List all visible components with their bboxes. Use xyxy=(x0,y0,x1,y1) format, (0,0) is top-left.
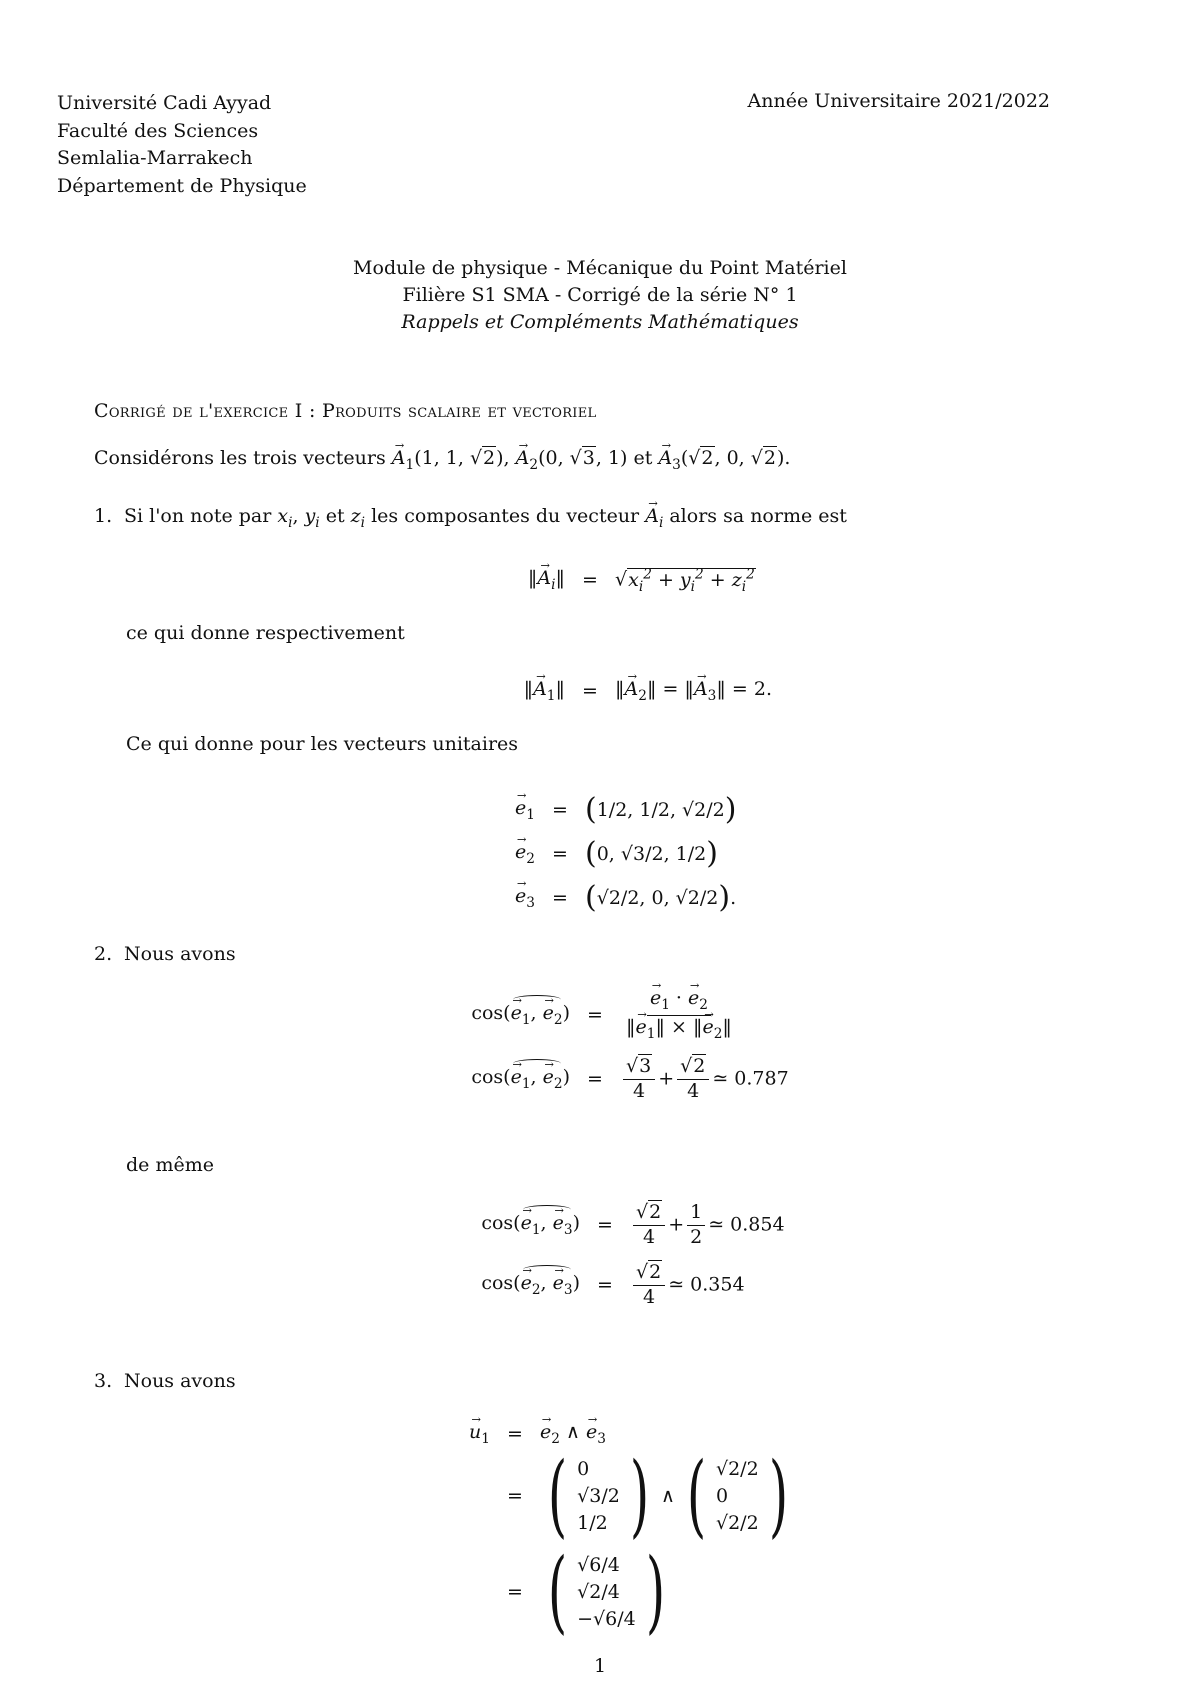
title-series: Filière S1 SMA - Corrigé de la série N° 1 xyxy=(402,284,798,306)
intro-text: Considérons les trois vecteurs xyxy=(94,447,386,469)
page-number: 1 xyxy=(593,1655,607,1677)
title-module: Module de physique - Mécanique du Point Matériel xyxy=(353,257,847,279)
matrix-e3: ( √2/2 0 √2/2 ) xyxy=(686,1443,788,1548)
vector-a3: → $A_3(√2$, 0, √2). xyxy=(658,447,790,469)
unit-vectors xyxy=(400,788,736,920)
cosine-e2-e3: $\cos(\to e_2$, → $e_3$) = $\frac{√2}{4}$ ≃ 0.354 xyxy=(400,1255,785,1315)
item-2-de-meme: de même xyxy=(126,1154,214,1176)
cosine-other-pairs xyxy=(400,1195,785,1315)
campus-name: Semlalia-Marrakech xyxy=(57,147,253,169)
item-1-unit-vectors-text: Ce qui donne pour les vecteurs unitaires xyxy=(126,733,519,755)
cosine-e1-e3: $\cos(\to e_1$, → $e_3$) = $\frac{√2}{4}$ + $\frac{1}{2}$ ≃ 0.854 xyxy=(400,1195,785,1255)
norm-values: ‖→ $A_1‖$ = ‖→ $A_2‖$ = ‖→ $A_3‖ = 2$. xyxy=(400,678,772,704)
university-name: Université Cadi Ayyad xyxy=(57,92,272,114)
unit-vector-e3: → $e_3$ = (√2/2, 0, √2/2). xyxy=(400,876,736,920)
norm-formula: ‖→ $A_i‖$ = $√x_i^2 + y_i^2 + z_i^2$ xyxy=(400,566,756,594)
department-name: Département de Physique xyxy=(57,174,307,197)
matrix-result: ( √6/4 √2/4 −√6/4 ) xyxy=(547,1539,665,1644)
item-1-line: 1. Si l'on note par $x_i$, $y_i$ et $z_i$ les composantes du vecteur → $A_i$ alors sa norme est xyxy=(94,505,847,531)
intro-line: Considérons les trois vecteurs → $A_1(1$, 1, √2), → $A_2(0$, √3, 1) et → $A_3(√2$, 0, √2). xyxy=(94,447,790,473)
unit-vector-e1: → $e_1$ = (1/2, 1/2, √2/2) xyxy=(400,788,736,832)
item-3-line: 3. Nous avons xyxy=(94,1370,236,1392)
item-2-line: 2. Nous avons xyxy=(94,943,236,965)
section-heading: Corrigé de l'exercice I : Produits scalaire et vectoriel xyxy=(94,400,597,422)
cross-product: → $u_1$ = → $e_2$ ∧ → $e_3$ = ( 0 √3/2 1/2 ) ∧ ( √2/2 0 √2/2 ) = ( √6/4 √2/4 −√6/4 ) xyxy=(400,1420,796,1640)
vector-a2: → $A_2(0$, √3, 1) xyxy=(516,447,628,469)
cosine-e1-e2: $\cos(\to e_1$, → $e_2$) = → $\frac{e_1 \cdot \to e_2}{‖\to e_1‖ \times ‖\to e_2‖}$ $\cos(\to e_1$, → $e_2$) = $\frac{√3}{4}$ + $\frac{√2}{4}$ ≃ 0.787 xyxy=(400,985,789,1113)
document-title xyxy=(0,255,1200,336)
unit-vector-e2: → $e_2$ = (0, √3/2, 1/2) xyxy=(400,832,736,876)
vector-a1: → $A_1(1$, 1, √2), xyxy=(392,447,510,469)
faculty-name: Faculté des Sciences xyxy=(57,119,259,142)
title-topic: Rappels et Compléments Mathématiques xyxy=(401,311,799,333)
item-1-respectively: ce qui donne respectivement xyxy=(126,622,405,644)
item-number: 1. xyxy=(94,505,113,527)
academic-year: Année Universitaire 2021/2022 xyxy=(747,90,1050,112)
institution-block xyxy=(57,90,307,200)
matrix-e2: ( 0 √3/2 1/2 ) xyxy=(547,1443,650,1548)
